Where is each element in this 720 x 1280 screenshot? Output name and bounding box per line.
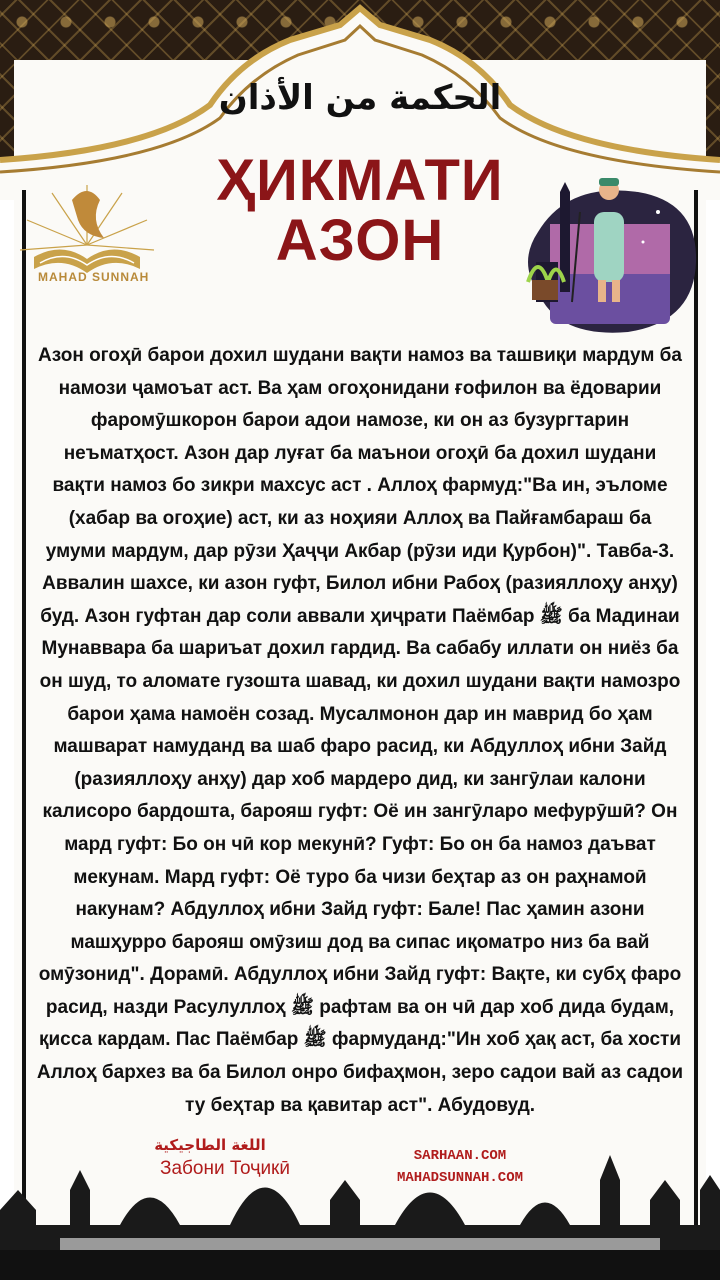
muezzin-calling-illustration-icon [508, 172, 704, 338]
left-border-bar [22, 190, 26, 1240]
website-link-mahadsunnah[interactable]: MAHADSUNNAH.COM [396, 1170, 524, 1186]
logo-text: MAHAD SUNNAH [38, 270, 150, 284]
website-link-sarhaan[interactable]: SARHAAN.COM [413, 1148, 507, 1164]
footer-tajik-label: Забони Тоҷикӣ [159, 1158, 290, 1179]
right-border-bar [694, 190, 698, 1240]
page-title-line1: ҲИКМАТИ [216, 148, 504, 213]
book-calligraphy-logo-icon [12, 175, 162, 305]
mosque-skyline-icon [0, 1130, 720, 1280]
page-title-line2: АЗОН [275, 208, 445, 273]
article-body: Азон огоҳӣ барои дохил шудани вақти намоз ва ташвиқи мардум ба намози ҷамоъат аст. Ва ҳам огоҳонидани ғофилон ва ёдоварии фаромӯшкорон барои адои намозе, ки он аз бузургтарин неъматҳост. Азон дар луғат ба маънои огоҳӣ ба дохил шудани вақти намоз бо зикри махсус аст . Аллоҳ фармуд:"Ва ин, эъломе (хабар ва огоҳие) аст, ки аз ноҳияи Аллоҳ ва Пайғамбараш ба умуми мардум, дар рӯзи Ҳаҷҷи Акбар (рӯзи иди Қурбон)". Тавба-3. Аввалин шахсе, ки азон гуфт, Билол ибни Рабоҳ (разияллоҳу анҳу) буд. Азон гуфтан дар соли аввали ҳиҷрати Паёмбар ﷺ ба Мадинаи Мунаввара ба шариъат дохил гардид. Ва сабабу иллати он ниёз ба он шуд, то аломате гузошта шавад, ки дохил шудани вақти намозро барои ҳама намоён созад. Мусалмонон дар ин маврид бо ҳам машварат намуданд ва шаб фаро расид, ки Абдуллоҳ ибни Зайд (разияллоҳу анҳу) дар хоб мардеро дид, ки зангӯлаи калони калисоро бардошта, барояш гуфт: Оё ин зангӯларо мефурӯшӣ? Он мард гуфт: Бо он чӣ кор мекунӣ? Гуфт: Бо он ба намоз даъват мекунам. Мард гуфт: Оё туро ба чизи беҳтар аз он раҳнамоӣ накунам? Абдуллоҳ ибни Зайд гуфт: Бале! Пас ҳамин азони машҳурро барояш омӯзиш дод ва сипас иқоматро низ ба вай омӯзонид". Дорамӣ. Абдуллоҳ ибни Зайд гуфт: Вақте, ки субҳ фаро расид, назди Расулуллоҳ ﷺ рафтам ва он чӣ дар хоб дида будам, қисса кардам. Пас Паёмбар ﷺ фармуданд:"Ин хоб ҳақ аст, ба хости Аллоҳ бархез ва ба Билол онро бифаҳмон, зеро садои вай аз садои ту беҳтар ва қавитар аст". Абудовуд. [36, 345, 684, 1116]
footer-arabic-label: اللغة الطاجيكية [154, 1136, 266, 1154]
arabic-title: الحكمة من الأذان [218, 78, 502, 118]
